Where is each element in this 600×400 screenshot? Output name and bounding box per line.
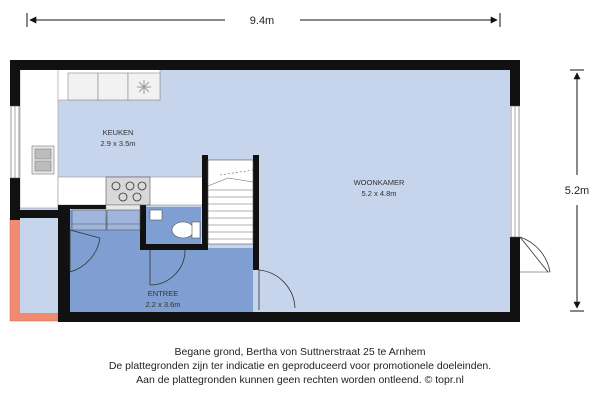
entree-cupboards [72, 210, 140, 230]
room-size-woonkamer: 5.2 x 4.8m [361, 189, 397, 198]
room-label-woonkamer: WOONKAMER [353, 178, 405, 187]
stove-icon [106, 177, 150, 205]
height-dimension-label: 5.2m [564, 185, 590, 197]
kitchen-counter-left [20, 68, 58, 208]
caption-line-2: De plattegronden zijn ter indicatie en geproduceerd voor promotionele doeleinden. [108, 360, 492, 372]
kitchen-cabinets [68, 73, 160, 100]
width-dimension-label: 9.4m [249, 15, 275, 27]
staircase [208, 160, 253, 244]
caption-line-3: Aan de plattegronden kunnen geen rechten worden ontleend. © topr.nl [136, 374, 464, 386]
room-size-keuken: 2.9 x 3.5m [100, 139, 136, 148]
room-label-keuken: KEUKEN [102, 128, 134, 137]
width-dimension [27, 13, 500, 27]
sink-icon [32, 146, 54, 174]
extractor-fan-icon [137, 80, 151, 94]
room-label-entree: ENTREE [147, 289, 179, 298]
left-window [11, 106, 19, 178]
height-dimension [565, 70, 589, 311]
room-size-entree: 2.2 x 3.6m [145, 300, 181, 309]
caption-line-1: Begane grond, Bertha von Suttnerstraat 25 te Arnhem [174, 346, 426, 358]
